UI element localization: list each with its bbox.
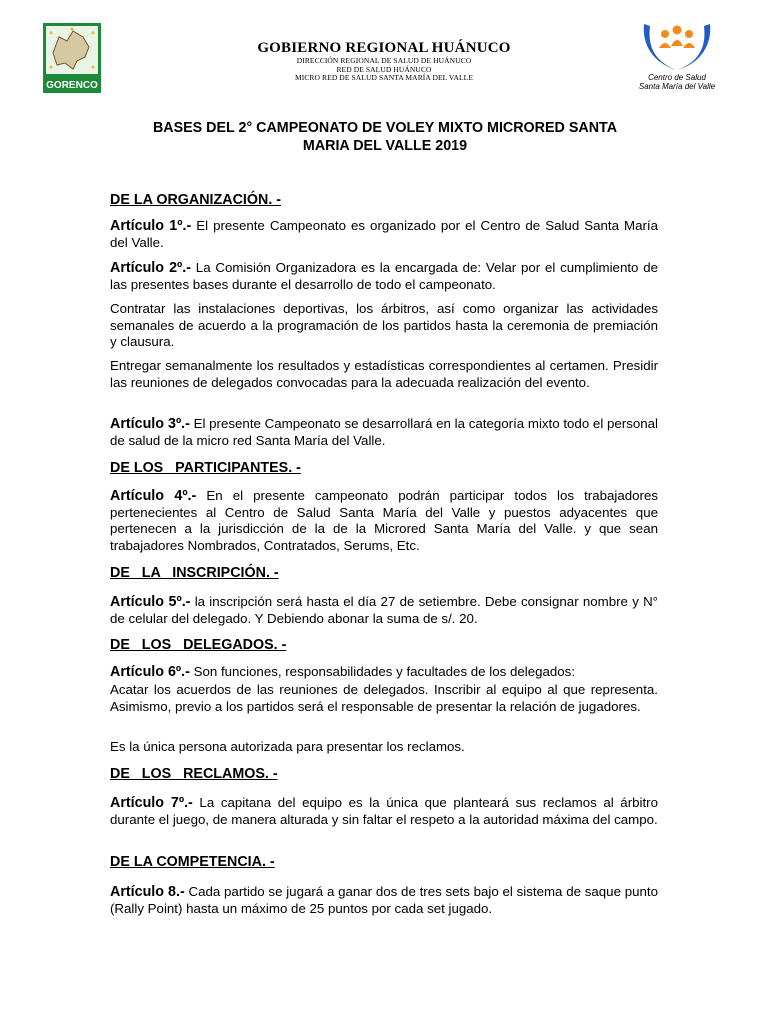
article-label: Artículo 3º.- <box>110 416 190 432</box>
title-line-2: MARIA DEL VALLE 2019 <box>302 138 468 154</box>
article-label: Artículo 6º.- <box>110 664 190 680</box>
org-line: RED DE SALUD HUÁNUCO <box>336 64 432 74</box>
article-text: Son funciones, responsabilidades y facultades de los delegados: <box>189 664 576 679</box>
section-heading-competencia: DE LA COMPETENCIA. - <box>110 854 275 870</box>
article-6-paragraph: Es la única persona autorizada para presentar los reclamos. <box>110 739 465 754</box>
article-7 <box>110 795 658 828</box>
section-heading-reclamos: DE LOS RECLAMOS. - <box>110 766 278 782</box>
article-5 <box>110 594 658 627</box>
article-text: La capitana del equipo es la única que planteará sus reclamos al árbitro durante el juego, de manera alturada y sin faltar el respeto a la autoridad máxima del campo. <box>110 795 659 827</box>
article-label: Artículo 4º.- <box>110 488 197 504</box>
article-6 <box>110 664 658 681</box>
centro-salud-logo <box>632 18 722 92</box>
article-text: Cada partido se jugará a ganar dos de tres sets bajo el sistema de saque punto (Rally Point) hasta un máximo de 25 puntos por cada set jugado. <box>110 884 658 916</box>
logo-line-1: Centro de Salud <box>648 73 706 82</box>
section-heading-organizacion: DE LA ORGANIZACIÓN. - <box>110 192 282 208</box>
article-1 <box>110 218 658 251</box>
article-label: Artículo 7º.- <box>110 795 193 811</box>
article-label: Artículo 5º.- <box>110 594 191 610</box>
section-heading-inscripcion: DE LA INSCRIPCIÓN. - <box>110 565 279 581</box>
article-8 <box>110 884 658 917</box>
logo-line-2: Santa María del Valle <box>638 82 716 91</box>
title-line-1: BASES DEL 2° CAMPEONATO DE VOLEY MIXTO MICRORED SANTA <box>152 120 618 136</box>
article-2-paragraph: Entregar semanalmente los resultados y estadísticas correspondientes al certamen. Presidir las reuniones de delegados convocadas para la adecuada realización del evento. <box>110 358 658 390</box>
header-organization <box>150 40 618 83</box>
org-line: MICRO RED DE SALUD SANTA MARÍA DEL VALLE <box>294 73 474 83</box>
org-title: GOBIERNO REGIONAL HUÁNUCO <box>257 40 511 56</box>
article-label: Artículo 8.- <box>110 884 185 900</box>
article-text: El presente Campeonato se desarrollará en la categoría mixto todo el personal de salud de la micro red Santa María del Valle. <box>110 416 659 448</box>
article-text: El presente Campeonato es organizado por el Centro de Salud Santa María del Valle. <box>110 218 658 250</box>
article-2-paragraph: Contratar las instalaciones deportivas, los árbitros, así como organizar las actividades semanales de acuerdo a la programación de los partidos hasta la ceremonia de premiación y clausura. <box>110 301 658 350</box>
article-6-paragraph: Acatar los acuerdos de las reuniones de delegados. Inscribir al equipo al que representa. Asimismo, previo a los partidos será el responsable de presentar la relación de jugadores. <box>110 682 658 714</box>
document-title <box>110 119 660 155</box>
article-text: La Comisión Organizadora es la encargada de: Velar por el cumplimiento de las presentes bases durante el desarrollo de todo el campeonato. <box>110 260 659 292</box>
article-text: la inscripción será hasta el día 27 de setiembre. Debe consignar nombre y N° de celular del delegado. Y Debiendo abonar la suma de s/. 20. <box>110 594 659 626</box>
article-label: Artículo 2º.- <box>110 260 191 276</box>
section-heading-delegados: DE LOS DELEGADOS. - <box>110 637 287 653</box>
gorenco-logo <box>43 23 101 93</box>
article-text: En el presente campeonato podrán participar todos los trabajadores pertenecientes al Centro de Salud Santa María del Valle y puestos adyacentes que pertenecen a la jurisdicción de la de la Microred Santa María del Valle. y que sean trabajadores Nombrados, Contratados, Serums, Etc. <box>110 488 659 554</box>
article-4 <box>110 488 658 555</box>
article-3 <box>110 416 658 449</box>
section-heading-participantes: DE LOS PARTICIPANTES. - <box>110 460 301 476</box>
article-2 <box>110 260 658 293</box>
article-label: Artículo 1º.- <box>110 218 192 234</box>
org-line: DIRECCIÓN REGIONAL DE SALUD DE HUÁNUCO <box>296 56 472 65</box>
logo-text: GORENCO <box>46 80 98 91</box>
